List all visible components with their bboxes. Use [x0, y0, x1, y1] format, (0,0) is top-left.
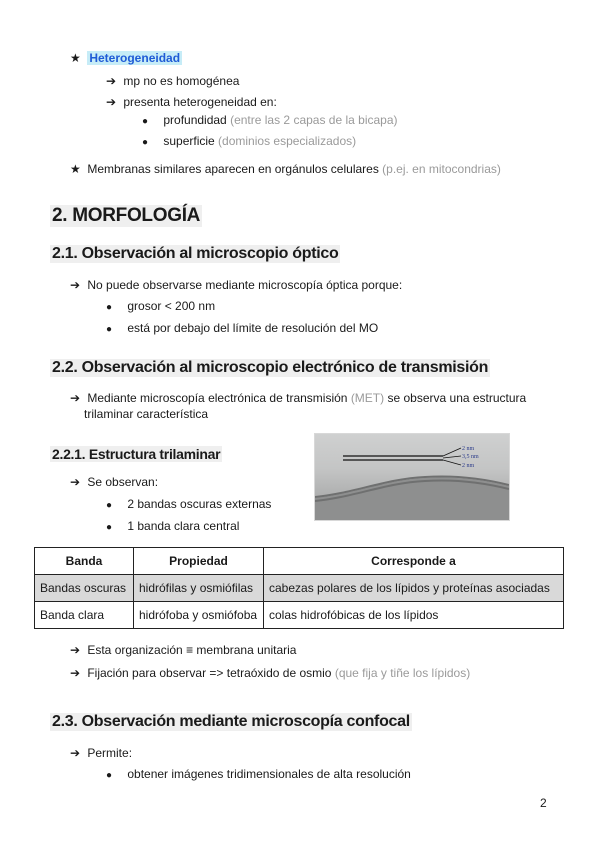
bullet-item: [142, 134, 356, 148]
section-heading-2-3: 2.3. Observación mediante microscopía confocal: [52, 713, 410, 730]
bullet-text: superficie: [163, 134, 215, 148]
bullet-item: [106, 299, 215, 313]
arrow-item-text: Mediante microscopía electrónica de transmisión: [87, 391, 348, 405]
bullet-text: 2 bandas oscuras externas: [127, 497, 272, 511]
arrow-item: [70, 666, 470, 680]
table-cell: Banda clara: [35, 602, 134, 629]
table-cell: cabezas polares de los lípidos y proteínas asociadas: [264, 575, 564, 602]
section-heading-2-2-1: 2.2.1. Estructura trilaminar: [52, 446, 221, 462]
arrow-item-text: presenta heterogeneidad en:: [123, 95, 277, 109]
micro-label: 2 nm: [462, 446, 475, 452]
arrow-item: [70, 746, 132, 760]
section-heading-2-1: 2.1. Observación al microscopio óptico: [52, 245, 339, 262]
star-item-text: Membranas similares aparecen en orgánulos celulares: [87, 162, 379, 176]
arrow-item-text: Fijación para observar => tetraóxido de osmio: [87, 666, 332, 680]
table-cell: hidrófilas y osmiófilas: [134, 575, 264, 602]
arrow-icon: ➔: [70, 746, 81, 760]
arrow-icon: ➔: [70, 643, 81, 657]
arrow-item-text: Esta organización ≡ membrana unitaria: [87, 643, 297, 657]
bullet-icon: ●: [106, 770, 113, 781]
pointer-line: [443, 460, 461, 465]
bullet-icon: ●: [106, 302, 113, 313]
bullet-text: profundidad: [163, 113, 227, 127]
bullet-item: [142, 113, 398, 127]
bullet-text: grosor < 200 nm: [127, 299, 216, 313]
bullet-icon: ●: [142, 116, 149, 127]
arrow-item: [106, 74, 239, 88]
arrow-item-text: Permite:: [87, 746, 133, 760]
micrograph-svg: [315, 434, 509, 520]
section-heading-morfologia: 2. MORFOLOGÍA: [52, 205, 201, 226]
bullet-text: obtener imágenes tridimensionales de alta resolución: [127, 767, 411, 781]
arrow-item-note: (MET): [350, 391, 385, 405]
pointer-line: [443, 448, 461, 456]
table-cell: Bandas oscuras: [35, 575, 134, 602]
pointer-line: [443, 456, 461, 458]
arrow-item: [70, 475, 158, 489]
arrow-item-text: No puede observarse mediante microscopía óptica porque:: [87, 278, 403, 292]
bullet-item: [106, 767, 411, 781]
table-cell: hidrófoba y osmiófoba: [134, 602, 264, 629]
bullet-icon: ●: [106, 522, 113, 533]
arrow-icon: ➔: [70, 391, 81, 405]
arrow-item: [70, 643, 296, 657]
tem-micrograph: [314, 433, 510, 521]
arrow-item-text: mp no es homogénea: [123, 74, 240, 88]
arrow-item: [70, 278, 402, 292]
arrow-item-text-cont: se observa una estructura: [387, 391, 527, 405]
arrow-icon: ➔: [70, 278, 81, 292]
table-header-cell: Propiedad: [134, 548, 264, 575]
bullet-text: está por debajo del límite de resolución del MO: [127, 321, 379, 335]
bullet-item: [106, 497, 271, 511]
arrow-icon: ➔: [70, 666, 81, 680]
bullet-item: [106, 321, 378, 335]
table-row: [35, 602, 564, 629]
micro-label: 3,5 nm: [462, 454, 479, 460]
bullet-item: [106, 519, 239, 533]
bullet-note: (entre las 2 capas de la bicapa): [230, 113, 398, 127]
arrow-item-text: Se observan:: [87, 475, 159, 489]
table-header-cell: Corresponde a: [264, 548, 564, 575]
star-icon: ★: [70, 162, 81, 176]
table-cell: colas hidrofóbicas de los lípidos: [264, 602, 564, 629]
bullet-icon: ●: [142, 137, 149, 148]
star-item-note: (p.ej. en mitocondrias): [382, 162, 501, 176]
table-row: [35, 575, 564, 602]
table-header-row: [35, 548, 564, 575]
arrow-icon: ➔: [106, 74, 117, 88]
section-heading-2-2: 2.2. Observación al microscopio electrónico de transmisión: [52, 359, 489, 376]
star-item-heterogeneidad: [70, 51, 182, 65]
table-header-cell: Banda: [35, 548, 134, 575]
bullet-icon: ●: [106, 324, 113, 335]
arrow-item-line2: trilaminar característica: [84, 407, 209, 421]
bullet-icon: ●: [106, 500, 113, 511]
arrow-item: [106, 95, 277, 109]
bands-table: [34, 547, 564, 629]
micro-label: 2 nm: [462, 463, 475, 469]
arrow-item-note: (que fija y tiñe los lípidos): [334, 666, 471, 680]
arrow-item: [70, 391, 526, 405]
page-number: 2: [540, 796, 547, 810]
arrow-icon: ➔: [106, 95, 117, 109]
star-item-membranas: [70, 162, 501, 176]
arrow-icon: ➔: [70, 475, 81, 489]
highlighted-term: Heterogeneidad: [89, 51, 181, 65]
bullet-note: (dominios especializados): [218, 134, 357, 148]
star-icon: ★: [70, 51, 81, 65]
bullet-text: 1 banda clara central: [127, 519, 240, 533]
